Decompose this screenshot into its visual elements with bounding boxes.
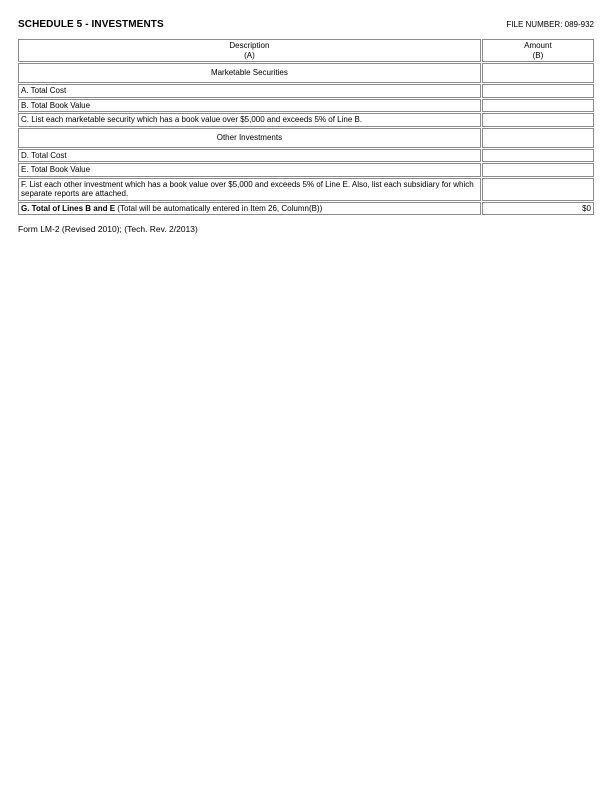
amount-cell [482, 113, 594, 127]
amount-cell [482, 163, 594, 177]
description-column-header [18, 39, 481, 62]
section-row-other-investments [18, 128, 594, 148]
section-label: Other Investments [18, 128, 481, 148]
page-header [18, 19, 594, 30]
amount-cell [482, 149, 594, 163]
amount-column-sublabel: (B) [532, 50, 544, 60]
row-a-total-cost [18, 84, 594, 98]
row-label: F. List each other investment which has a book value over $5,000 and exceeds 5% of Line E. Also, list each subsidiary for which separate reports are attached. [18, 178, 481, 201]
description-column-sublabel: (A) [244, 50, 255, 60]
amount-column-label: Amount [524, 41, 552, 50]
table-header-row [18, 39, 594, 62]
row-d-total-cost [18, 149, 594, 163]
row-e-total-book-value [18, 163, 594, 177]
row-label: C. List each marketable security which has a book value over $5,000 and exceeds 5% of Line B. [18, 113, 481, 127]
amount-cell [482, 178, 594, 201]
total-row-label [18, 202, 481, 216]
amount-column-header [482, 39, 594, 62]
row-label: A. Total Cost [18, 84, 481, 98]
amount-cell [482, 99, 594, 113]
row-b-total-book-value [18, 99, 594, 113]
page-title: SCHEDULE 5 - INVESTMENTS [18, 19, 164, 30]
row-f-other-investment-list [18, 178, 594, 201]
amount-cell [482, 63, 594, 83]
file-number: FILE NUMBER: 089-932 [506, 20, 594, 29]
row-label: D. Total Cost [18, 149, 481, 163]
amount-cell [482, 84, 594, 98]
row-label: B. Total Book Value [18, 99, 481, 113]
description-column-label: Description [229, 41, 270, 50]
total-row-label-bold: G. Total of Lines B and E [21, 203, 116, 213]
row-g-total-of-lines-b-and-e [18, 202, 594, 216]
total-amount-value: $0 [482, 202, 594, 216]
amount-cell [482, 128, 594, 148]
form-version-footer: Form LM-2 (Revised 2010); (Tech. Rev. 2/2013) [18, 224, 198, 234]
investments-table [17, 38, 595, 216]
section-label: Marketable Securities [18, 63, 481, 83]
total-row-label-rest: (Total will be automatically entered in Item 26, Column(B)) [115, 203, 323, 213]
row-label: E. Total Book Value [18, 163, 481, 177]
section-row-marketable-securities [18, 63, 594, 83]
row-c-marketable-security-list [18, 113, 594, 127]
